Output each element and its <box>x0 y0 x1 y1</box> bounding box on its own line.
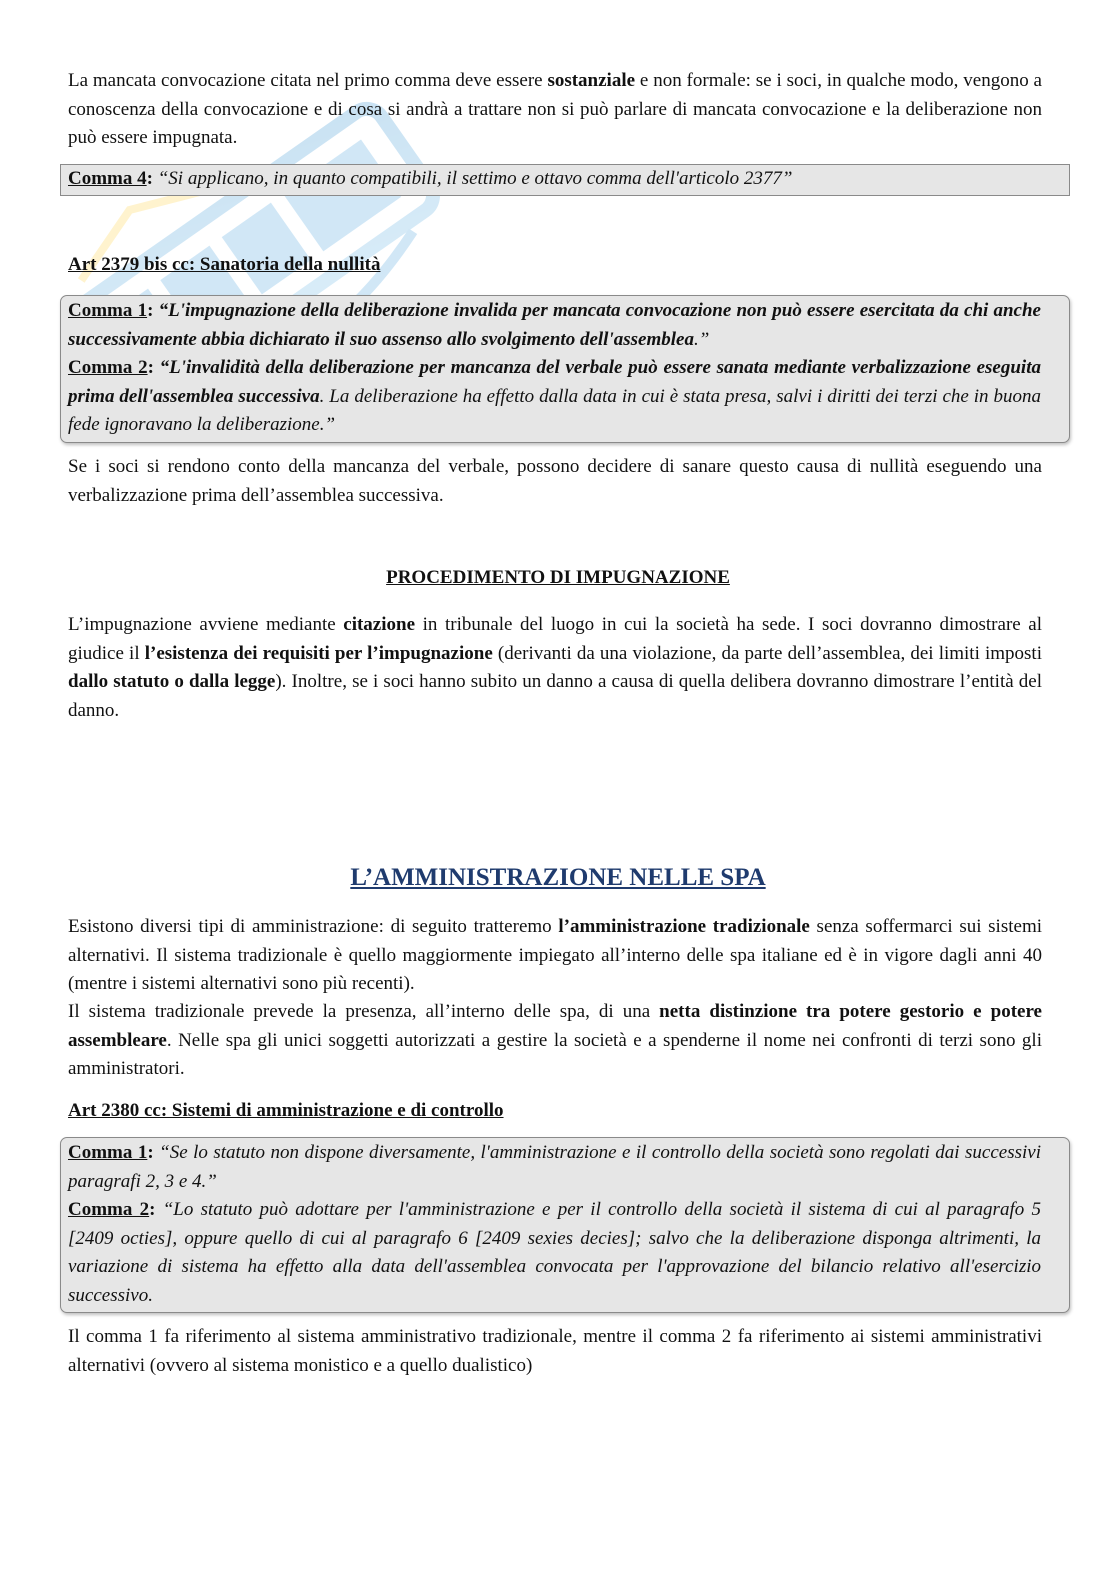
comma4-label: Comma 4 <box>68 168 147 189</box>
amministrazione-bold-2: netta distinzione tra potere gestorio e potere assembleare <box>68 1001 1042 1051</box>
procedimento-bold-1: citazione <box>343 614 416 635</box>
art2380-after-paragraph: Il comma 1 fa riferimento al sistema amministrativo tradizionale, mentre il comma 2 fa riferimento ai sistemi amministrativi alternativi (ovvero al sistema monistico e a quello dualistico) <box>68 1326 1042 1376</box>
art2380-comma1-colon: : <box>147 1142 154 1163</box>
art2379-comma2-colon: : <box>147 357 154 378</box>
art2380-heading: Art 2380 cc: Sistemi di amministrazione e di controllo <box>68 1100 504 1121</box>
procedimento-bold-3: dallo statuto o dalla legge <box>68 671 276 692</box>
art2379-comma1-label: Comma 1 <box>68 300 148 321</box>
art2380-quote-box <box>60 1137 1070 1313</box>
art2380-comma1-label: Comma 1 <box>68 1142 148 1163</box>
art2379-comma1-end: .” <box>693 328 710 350</box>
art2380-comma1 <box>68 1139 1041 1196</box>
comma4-quote-box <box>60 164 1070 196</box>
intro-text-2: e non formale: se i soci, in qualche modo, vengono a conoscenza della convocazione e di cosa si andrà a trattare non si può parlare di mancata convocazione e la deliberazione non può essere impugnata. <box>68 70 1042 148</box>
amministrazione-text-4: . Nelle spa gli unici soggetti autorizzati a gestire la società e a spenderne il nome nei confronti di terzi sono gli amministratori. <box>68 1029 1042 1079</box>
art2380-comma2 <box>68 1196 1041 1310</box>
art2379-comma1-colon: : <box>147 300 154 321</box>
procedimento-text-4: ). Inoltre, se i soci hanno subito un danno a causa di quella delibera dovranno dimostrare l’entità del danno. <box>68 671 1043 721</box>
art2379-after-paragraph: Se i soci si rendono conto della mancanza del verbale, possono decidere di sanare questo causa di nullità eseguendo una verbalizzazione prima dell’assemblea successiva. <box>68 456 1042 506</box>
art2379-quote-box <box>60 295 1070 443</box>
amministrazione-paragraph-2 <box>68 998 1042 1084</box>
procedimento-text-1: L’impugnazione avviene mediante <box>68 614 344 635</box>
procedimento-heading: PROCEDIMENTO DI IMPUGNAZIONE <box>386 567 730 588</box>
intro-paragraph <box>68 67 1042 153</box>
art2379-comma2-label: Comma 2 <box>68 357 148 378</box>
art2380-comma2-label: Comma 2 <box>68 1199 150 1220</box>
procedimento-paragraph <box>68 611 1042 725</box>
art2379-comma1-text: “L'impugnazione della deliberazione invalida per mancata convocazione non può essere esercitata da chi anche successivamente abbia dichiarato il suo assenso allo svolgimento dell'assemblea <box>68 300 1041 350</box>
amministrazione-text-3: Il sistema tradizionale prevede la presenza, all’interno delle spa, di una <box>68 1001 660 1022</box>
amministrazione-paragraph-1 <box>68 913 1042 999</box>
art2379-comma2 <box>68 354 1041 440</box>
comma4-colon: : <box>146 168 153 189</box>
amministrazione-title: L’AMMINISTRAZIONE NELLE SPA <box>350 864 766 891</box>
amministrazione-text-2: senza soffermarci sui sistemi alternativi. Il sistema tradizionale è quello maggiormente impiegato all’interno delle spa italiane ed è in vigore dagli anni 40 (mentre i sistemi alternativi sono più recenti). <box>68 916 1043 994</box>
art2379-comma2-bold-text: “L'invalidità della deliberazione per mancanza del verbale può essere sanata mediante verbalizzazione eseguita prima dell'assemblea successiva <box>68 357 1041 407</box>
amministrazione-text-1: Esistono diversi tipi di amministrazione: di seguito tratteremo <box>68 916 559 937</box>
art2379-heading: Art 2379 bis cc: Sanatoria della nullità <box>68 254 381 275</box>
amministrazione-bold-1: l’amministrazione tradizionale <box>558 916 810 937</box>
art2379-comma1 <box>68 297 1041 354</box>
intro-text-1: La mancata convocazione citata nel primo comma deve essere <box>68 70 548 91</box>
art2380-comma2-text: “Lo statuto può adottare per l'amministrazione e per il controllo della società il sistema di cui al paragrafo 5 [2409 octies], oppure quello di cui al paragrafo 6 [2409 sexies decies]; salvo che la deliberazione disponga altrimenti, la variazione di sistema ha effetto alla data dell'assemblea convocata per l'approvazione del bilancio relativo all'esercizio successivo. <box>68 1199 1041 1306</box>
intro-bold-1: sostanziale <box>547 70 636 91</box>
art2380-comma1-text: “Se lo statuto non dispone diversamente, l'amministrazione e il controllo della società sono regolati dai successivi paragrafi 2, 3 e 4.” <box>68 1142 1041 1192</box>
art2379-comma2-text: . La deliberazione ha effetto dalla data in cui è stata presa, salvi i diritti dei terzi che in buona fede ignoravano la deliberazione.” <box>68 385 1041 435</box>
procedimento-text-3: (derivanti da una violazione, da parte dell’assemblea, dei limiti imposti <box>492 642 1042 664</box>
procedimento-text-2: in tribunale del luogo in cui la società ha sede. I soci dovranno dimostrare al giudice il <box>68 614 1042 664</box>
art2380-comma2-colon: : <box>149 1199 156 1220</box>
procedimento-bold-2: l’esistenza dei requisiti per l’impugnazione <box>144 642 493 664</box>
comma4-text: “Si applicano, in quanto compatibili, il settimo e ottavo comma dell'articolo 2377” <box>152 168 793 189</box>
